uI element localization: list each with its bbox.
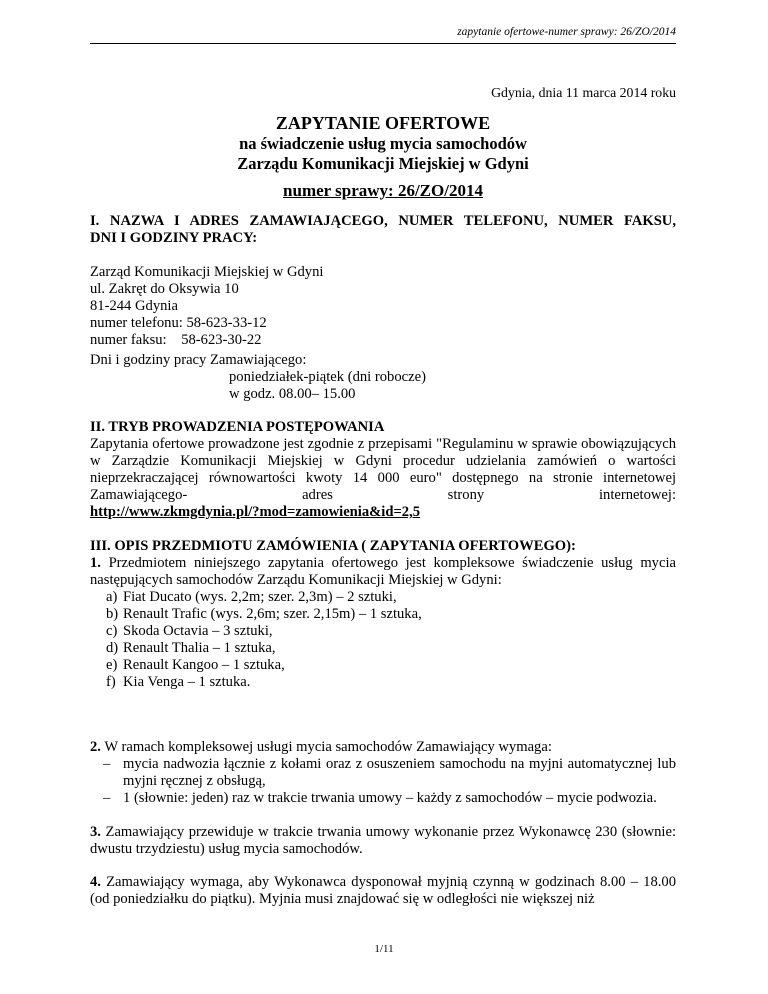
title-line-2: na świadczenie usług mycia samochodów — [239, 134, 527, 153]
list-item-text: Skoda Octavia – 3 sztuki, — [123, 623, 273, 639]
list-marker: d) — [106, 640, 119, 656]
document-title — [90, 113, 676, 174]
list-marker: – — [103, 790, 111, 806]
list-item — [90, 640, 676, 657]
list-item — [90, 790, 676, 807]
paragraph-4-number: 4. — [90, 874, 101, 890]
paragraph-3-text: Zamawiający przewiduje w trakcie trwania umowy wykonanie przez Wykonawcę 230 (słownie: dwustu trzydziestu) usług mycia samochodów. — [90, 824, 677, 857]
section-2 — [90, 419, 676, 521]
running-header: zapytanie ofertowe-numer sprawy: 26/ZO/2014 — [457, 26, 676, 38]
address-block — [90, 264, 676, 349]
section-3 — [90, 538, 676, 691]
list-item-text: Kia Venga – 1 sztuka. — [123, 674, 251, 690]
address-line: ul. Zakręt do Oksywia 10 — [90, 281, 239, 297]
working-hours — [90, 352, 676, 403]
list-marker: – — [103, 756, 111, 772]
paragraph-3-number: 3. — [90, 824, 101, 840]
hours-days: poniedziałek-piątek (dni robocze) — [229, 369, 426, 385]
title-line-1: ZAPYTANIE OFERTOWE — [275, 113, 491, 133]
section-2-heading: II. TRYB PROWADZENIA POSTĘPOWANIA — [90, 419, 385, 435]
list-item-text: Renault Trafic (wys. 2,6m; szer. 2,15m) – 1 sztuka, — [123, 606, 422, 622]
address-line: 81-244 Gdynia — [90, 298, 178, 314]
list-item — [90, 623, 676, 640]
paragraph-2-number: 2. — [90, 739, 101, 755]
paragraph-1-text: Przedmiotem niniejszego zapytania ofertowego jest kompleksowe świadczenie usług mycia następujących samochodów Zarządu Komunikacji Miejskiej w Gdyni: — [90, 555, 676, 588]
list-marker: b) — [106, 606, 119, 622]
section-1-heading — [90, 213, 676, 247]
section-2-text: Zapytania ofertowe prowadzone jest zgodnie z przepisami "Regulaminu w sprawie obowiązujących w Zarządzie Komunikacji Miejskiej w Gdyni procedur udzielania zamówień o wartości nieprzekraczającej równowartości kwoty 14 000 euro" dostępnego na stronie internetowej Zamawiającego- adres strony internetowej: — [90, 436, 676, 503]
list-item-text: Fiat Ducato (wys. 2,2m; szer. 2,3m) – 2 sztuki, — [123, 589, 397, 605]
paragraph-2 — [90, 739, 676, 807]
hours-label: Dni i godziny pracy Zamawiającego: — [90, 352, 307, 368]
vehicle-list — [90, 589, 676, 691]
case-number: numer sprawy: 26/ZO/2014 — [283, 181, 483, 200]
list-item — [90, 589, 676, 606]
list-item-text: 1 (słownie: jeden) raz w trakcie trwania umowy – każdy z samochodów – mycie podwozia. — [123, 790, 657, 806]
header-rule — [90, 43, 676, 44]
list-item — [90, 606, 676, 623]
page-number: 1/11 — [374, 943, 394, 955]
procedures-link[interactable]: http://www.zkmgdynia.pl/?mod=zamowienia&id=2,5 — [90, 504, 421, 520]
paragraph-1 — [90, 555, 676, 589]
list-marker: e) — [106, 657, 118, 673]
list-item — [90, 674, 676, 691]
phone-line: numer telefonu: 58-623-33-12 — [90, 315, 267, 331]
paragraph-2-lead — [90, 739, 676, 756]
list-item-text: Renault Kangoo – 1 sztuka, — [123, 657, 285, 673]
address-line: Zarząd Komunikacji Miejskiej w Gdyni — [90, 264, 324, 280]
list-item — [90, 756, 676, 790]
paragraph-1-number: 1. — [90, 555, 101, 571]
list-marker: f) — [106, 674, 116, 690]
hours-time: w godz. 08.00– 15.00 — [229, 386, 356, 402]
paragraph-4-text: Zamawiający wymaga, aby Wykonawca dysponował myjnią czynną w godzinach 8.00 – 18.00 (od poniedziałku do piątku). Myjnia musi znajdować się w odległości nie większej niż — [90, 874, 676, 907]
section-1-heading-line-1: I. NAZWA I ADRES ZAMAWIAJĄCEGO, NUMER TELEFONU, NUMER FAKSU, — [90, 213, 676, 229]
title-line-3: Zarządu Komunikacji Miejskiej w Gdyni — [237, 154, 529, 173]
section-1-heading-line-2: DNI I GODZINY PRACY: — [90, 230, 258, 246]
paragraph-4 — [90, 874, 676, 908]
list-marker: a) — [106, 589, 118, 605]
paragraph-2-text: W ramach kompleksowej usługi mycia samochodów Zamawiający wymaga: — [104, 739, 552, 755]
list-item — [90, 657, 676, 674]
section-3-heading: III. OPIS PRZEDMIOTU ZAMÓWIENIA ( ZAPYTANIA OFERTOWEGO): — [90, 538, 576, 554]
list-item-text: mycia nadwozia łącznie z kołami oraz z osuszeniem samochodu na myjni automatycznej lub myjni ręcznej z obsługą, — [123, 756, 676, 789]
fax-line: numer faksu: 58-623-30-22 — [90, 332, 262, 348]
date-line: Gdynia, dnia 11 marca 2014 roku — [491, 85, 676, 100]
requirements-list — [90, 756, 676, 807]
paragraph-3 — [90, 824, 676, 858]
list-marker: c) — [106, 623, 118, 639]
list-item-text: Renault Thalia – 1 sztuka, — [123, 640, 276, 656]
